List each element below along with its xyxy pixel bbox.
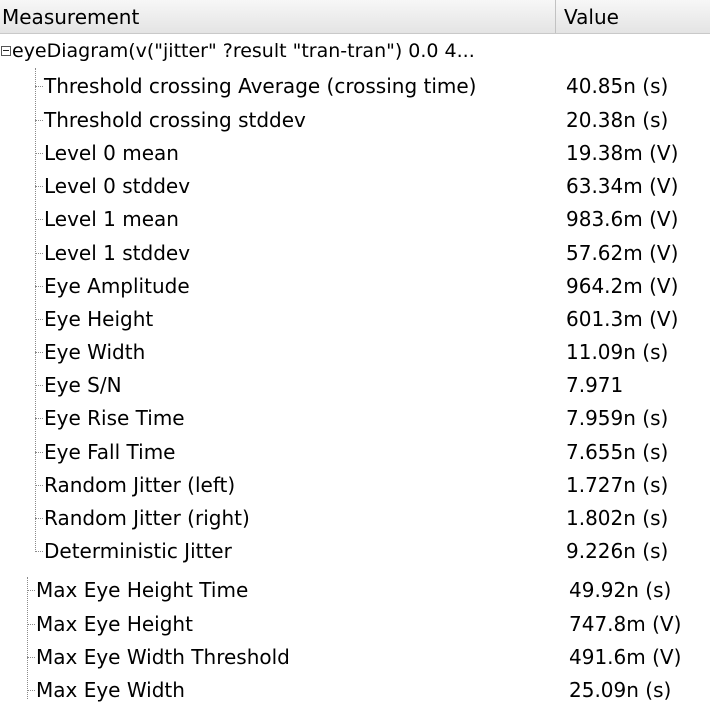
measurement-value: 7.971 xyxy=(566,373,624,397)
measurement-row[interactable] xyxy=(0,104,710,137)
measurement-label: Max Eye Width Threshold xyxy=(36,645,290,669)
measurement-label: Level 1 mean xyxy=(44,207,179,231)
measurement-value: 601.3m (V) xyxy=(566,307,679,331)
measurement-label: Random Jitter (left) xyxy=(44,473,236,497)
tree-branch-line xyxy=(35,319,43,320)
tree-branch-line xyxy=(35,86,43,87)
measurement-label: Max Eye Height Time xyxy=(36,578,249,602)
collapse-icon[interactable] xyxy=(1,46,11,56)
measurement-row[interactable] xyxy=(0,137,710,170)
measurement-value: 1.727n (s) xyxy=(566,473,669,497)
measurement-row[interactable] xyxy=(0,70,710,103)
tree-branch-line xyxy=(35,219,43,220)
measurement-label: Eye Height xyxy=(44,307,154,331)
measurement-label: Eye Width xyxy=(44,340,146,364)
measurement-row[interactable] xyxy=(0,502,710,535)
tree-branch-line xyxy=(27,657,35,658)
tree-branch-line xyxy=(35,418,43,419)
measurement-row[interactable] xyxy=(0,369,710,402)
measurement-label: Threshold crossing stddev xyxy=(44,108,306,132)
measurement-label: Deterministic Jitter xyxy=(44,539,232,563)
measurement-value: 19.38m (V) xyxy=(566,141,679,165)
tree-branch-line xyxy=(35,452,43,453)
measurement-label: Max Eye Width xyxy=(36,678,185,702)
measurement-value: 983.6m (V) xyxy=(566,207,679,231)
measurement-value: 20.38n (s) xyxy=(566,108,669,132)
measurement-row[interactable] xyxy=(0,535,710,568)
measurement-value: 40.85n (s) xyxy=(566,74,669,98)
measurement-row[interactable] xyxy=(0,203,710,236)
tree-branch-line xyxy=(27,624,35,625)
measurement-row[interactable] xyxy=(0,674,710,707)
measurement-row[interactable] xyxy=(0,170,710,203)
tree-branch-line xyxy=(27,590,35,591)
measurement-label: Level 1 stddev xyxy=(44,241,191,265)
column-header xyxy=(0,0,710,34)
measurement-row[interactable] xyxy=(0,608,710,641)
tree-branch-line xyxy=(35,286,43,287)
tree-branch-line xyxy=(27,690,35,691)
measurement-label: Level 0 stddev xyxy=(44,174,191,198)
measurement-label: Threshold crossing Average (crossing time) xyxy=(44,74,477,98)
tree-branch-line xyxy=(35,352,43,353)
measurement-value: 11.09n (s) xyxy=(566,340,669,364)
measurement-value: 491.6m (V) xyxy=(569,645,682,669)
measurement-row[interactable] xyxy=(0,303,710,336)
measurement-label: Eye Fall Time xyxy=(44,440,176,464)
measurement-label: Eye Rise Time xyxy=(44,406,185,430)
tree-branch-line xyxy=(35,153,43,154)
measurement-label: Max Eye Height xyxy=(36,612,193,636)
value-column-header[interactable]: Value xyxy=(564,5,619,29)
tree-branch-line xyxy=(35,385,43,386)
eye-diagram-expression: eyeDiagram(v("jitter" ?result "tran-tran") 0.0 4... xyxy=(12,40,475,62)
tree-branch-line xyxy=(35,253,43,254)
measurement-value: 63.34m (V) xyxy=(566,174,679,198)
tree-branch-line xyxy=(35,120,43,121)
measurement-value: 7.959n (s) xyxy=(566,406,669,430)
tree-branch-line xyxy=(35,551,43,552)
tree-branch-line xyxy=(35,485,43,486)
measurement-row[interactable] xyxy=(0,436,710,469)
measurement-value: 57.62m (V) xyxy=(566,241,679,265)
measurement-row[interactable] xyxy=(0,402,710,435)
tree-branch-line xyxy=(35,518,43,519)
measurement-column-header[interactable]: Measurement xyxy=(0,0,556,33)
eye-diagram-tree-node[interactable] xyxy=(0,35,560,68)
measurement-row[interactable] xyxy=(0,469,710,502)
measurement-label: Eye S/N xyxy=(44,373,122,397)
measurement-value: 7.655n (s) xyxy=(566,440,669,464)
measurement-row[interactable] xyxy=(0,574,710,607)
measurement-value: 1.802n (s) xyxy=(566,506,669,530)
measurement-value: 9.226n (s) xyxy=(566,539,669,563)
measurement-value: 747.8m (V) xyxy=(569,612,682,636)
measurement-label: Random Jitter (right) xyxy=(44,506,250,530)
measurement-row[interactable] xyxy=(0,237,710,270)
measurement-row[interactable] xyxy=(0,641,710,674)
measurement-value: 49.92n (s) xyxy=(569,578,672,602)
measurement-row[interactable] xyxy=(0,270,710,303)
measurement-value: 25.09n (s) xyxy=(569,678,672,702)
measurement-label: Eye Amplitude xyxy=(44,274,190,298)
measurement-row[interactable] xyxy=(0,336,710,369)
measurement-label: Level 0 mean xyxy=(44,141,179,165)
tree-branch-line xyxy=(35,186,43,187)
measurement-value: 964.2m (V) xyxy=(566,274,679,298)
